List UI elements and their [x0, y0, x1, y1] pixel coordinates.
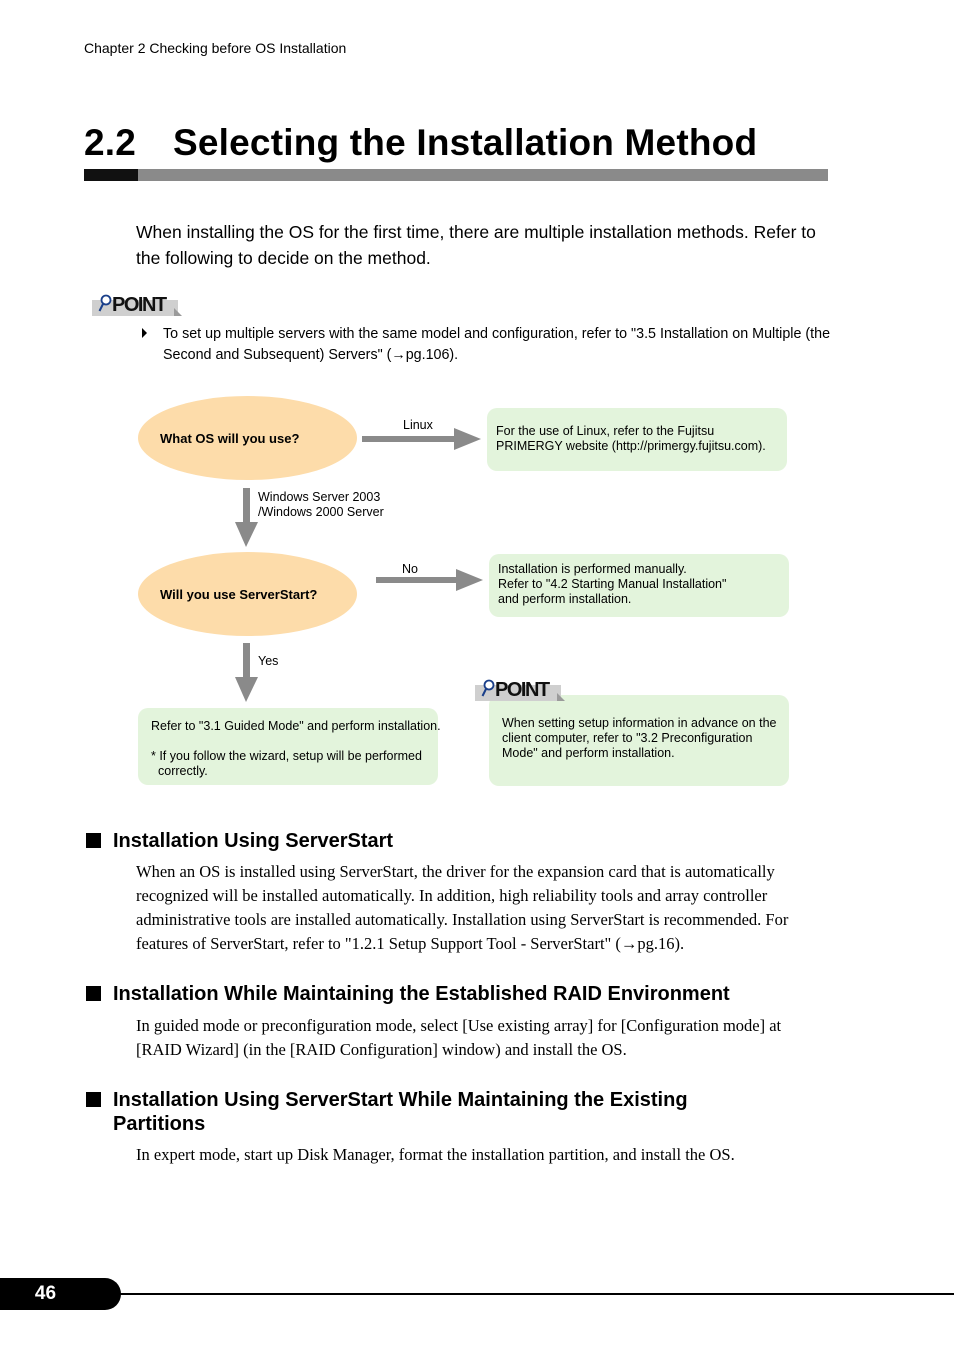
- subsection-title: Installation Using ServerStart While Maintaining the Existing Partitions: [113, 1089, 688, 1135]
- manual-result-box: [489, 554, 789, 617]
- guided-result-box: [138, 708, 441, 785]
- page-number-text: 46: [34, 1283, 57, 1304]
- magnifier-icon: [481, 679, 495, 699]
- manual-result-line2: Refer to "4.2 Starting Manual Installation": [498, 577, 727, 591]
- subsection-title: Installation Using ServerStart: [113, 830, 394, 852]
- intro-paragraph: When installing the OS for the first time, there are multiple installation methods. Refer to the following to decide on the method.: [136, 222, 816, 268]
- linux-label: Linux: [403, 418, 433, 432]
- windows-label: [258, 490, 384, 520]
- square-bullet-icon: [86, 986, 101, 1001]
- section-number: 2.2: [84, 122, 137, 163]
- guided-result-note: * If you follow the wizard, setup will be performed correctly.: [151, 749, 422, 778]
- linux-result-text: For the use of Linux, refer to the Fujitsu PRIMERGY website (http://primergy.fujitsu.com).: [496, 424, 766, 453]
- decision-os: [138, 396, 357, 480]
- linux-result-box: [487, 408, 787, 471]
- subsection-heading: [86, 1088, 766, 1136]
- manual-result-line3: and perform installation.: [498, 592, 632, 606]
- arrow-down-icon: [235, 488, 258, 547]
- point-tag-fold: [557, 693, 565, 701]
- decision-os-text: What OS will you use?: [160, 430, 300, 446]
- yes-label: Yes: [258, 654, 279, 668]
- page-number: [0, 1278, 121, 1310]
- no-label: No: [402, 562, 418, 576]
- point-badge-flowchart: [475, 679, 565, 705]
- windows-label-line1: Windows Server 2003: [258, 490, 381, 504]
- subsection-heading: [86, 829, 846, 853]
- arrow-down-icon: [235, 643, 258, 702]
- decision-serverstart-text: Will you use ServerStart?: [160, 586, 318, 602]
- subsection-title: Installation While Maintaining the Established RAID Environment: [113, 983, 730, 1005]
- windows-label-line2: /Windows 2000 Server: [258, 505, 384, 519]
- section-title-text: Selecting the Installation Method: [173, 122, 758, 163]
- subsection-body: When an OS is installed using ServerStart, the driver for the expansion card that is automatically recognized will be installed automatically. In addition, high reliability tools and array controller administrative tools are installed automatically. Installation using ServerStart is recommended. For features of ServerStart, refer to "1.2.1 Setup Support Tool - ServerStart" (→pg.16).: [136, 862, 789, 953]
- point-label: POINT: [495, 679, 549, 701]
- subsection-body: In expert mode, start up Disk Manager, format the installation partition, and install the OS.: [136, 1145, 735, 1164]
- subsection-heading: [86, 982, 846, 1006]
- running-header: Chapter 2 Checking before OS Installation: [84, 40, 347, 56]
- guided-result-line1: Refer to "3.1 Guided Mode" and perform installation.: [151, 719, 441, 733]
- point-item-text: To set up multiple servers with the same model and configuration, refer to "3.5 Installation on Multiple (the Second and Subsequent) Servers" (→pg.106).: [163, 326, 831, 363]
- arrow-right-icon: [376, 569, 483, 591]
- square-bullet-icon: [86, 1092, 101, 1107]
- point-label: POINT: [112, 294, 166, 316]
- manual-result-line1: Installation is performed manually.: [498, 562, 687, 576]
- preconfig-result-text: When setting setup information in advance on the client computer, refer to "3.2 Preconfiguration Mode" and perform installation.: [502, 716, 777, 760]
- preconfig-result-box: [489, 695, 789, 786]
- decision-serverstart: [138, 552, 357, 636]
- footer-rule: [0, 1293, 954, 1295]
- subsection-body: In guided mode or preconfiguration mode, select [Use existing array] for [Configuration mode] at [RAID Wizard] (in the [RAID Configuration] window) and install the OS.: [136, 1016, 782, 1059]
- square-bullet-icon: [86, 833, 101, 848]
